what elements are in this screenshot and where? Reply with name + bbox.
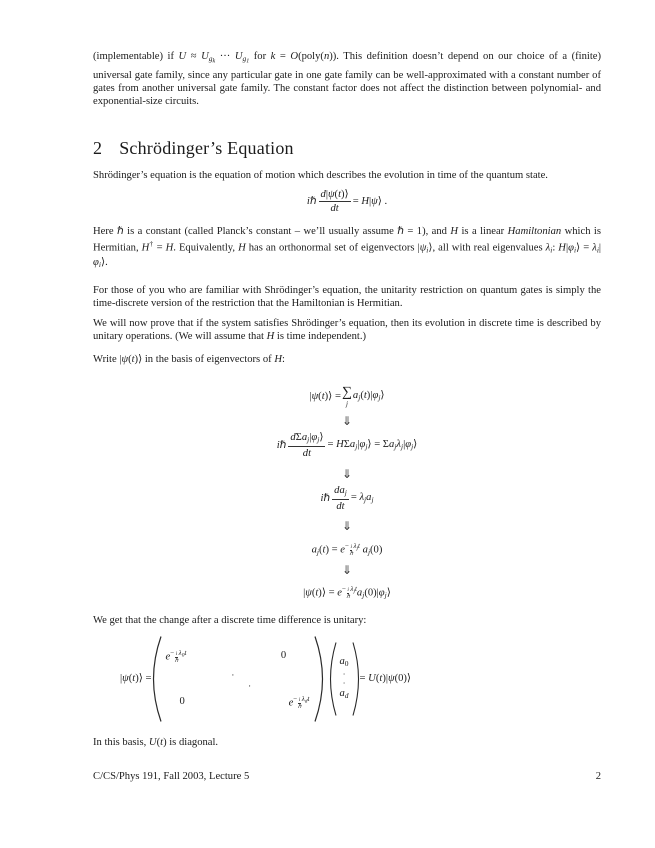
matrix-cell-bottom-left: 0 xyxy=(179,696,185,707)
equation-sum-derivative xyxy=(93,432,601,460)
paragraph-prove: We will now prove that if the system satisfies Shrödinger’s equation, then its evolution in discrete time is described by unitary operations. (We will assume that H is time independent.) xyxy=(93,318,601,342)
double-down-arrow-icon: ⇓ xyxy=(341,466,353,481)
implication-arrow xyxy=(93,564,601,576)
equation-lhs: |ψ(t)⟩ = xyxy=(120,673,152,684)
equation-coefficient-solution xyxy=(93,540,601,559)
paragraph-equation-intro: Shrödinger’s equation is the equation of motion which describes the evolution in time of the quantum state. xyxy=(93,169,548,181)
equation-prefix: iℏ xyxy=(306,196,317,207)
equation-state-solution xyxy=(93,583,601,602)
section-title: Schrödinger’s Equation xyxy=(119,137,294,158)
vector-left-paren xyxy=(329,641,337,717)
paragraph-unitary-change: We get that the change after a discrete time difference is unitary: xyxy=(93,614,367,626)
equation-rhs: = H|ψ⟩ . xyxy=(352,196,388,207)
vector-right-paren xyxy=(352,641,360,717)
paragraph-unitarity: For those of you who are familiar with Shrödinger’s equation, the unitarity restriction on quantum gates is simply the time-discrete version of the restriction that the Hamiltonian is Hermitian. xyxy=(93,285,601,309)
fraction-denominator: dt xyxy=(330,202,339,214)
page-footer xyxy=(93,771,601,782)
double-down-arrow-icon: ⇓ xyxy=(341,413,353,428)
equation-body: |ψ(t)⟩ = e− i ℏ $^{\lambda jt}$aj(0)|φj⟩ xyxy=(303,585,391,601)
implication-arrow xyxy=(93,415,601,427)
diagonal-matrix xyxy=(162,644,314,714)
fraction-denominator: dt xyxy=(302,447,312,459)
equation-rhs: = U(t)|ψ(0)⟩ xyxy=(359,673,412,684)
equation-schrodinger xyxy=(93,189,601,215)
fraction-numerator: d|ψ(t)⟩ xyxy=(319,189,351,203)
fraction-numerator: dΣaj|φj⟩ xyxy=(288,432,325,448)
section-heading xyxy=(93,138,601,158)
equation-lhs: |ψ(t)⟩ = xyxy=(309,391,341,403)
fraction xyxy=(332,485,349,513)
paragraph-planck: Here ℏ is a constant (called Planck’s constant – we’ll usually assume ℏ = 1), and H is a linear Hamiltonian which is Hermitian, H† = H. Equivalently, H has an orthonormal set of eigenvectors |ψi⟩, all with real eigenvalues λi: H|φi⟩ = λi|φi⟩. xyxy=(93,225,602,269)
equation-body: aj(t) = e− i ℏ $^{\lambda jt}$ aj(0) xyxy=(311,541,383,557)
vector-dot: · xyxy=(342,669,346,679)
fraction-numerator: daj xyxy=(332,485,349,501)
matrix-right-paren xyxy=(314,635,324,723)
footer-course-label: C/CS/Phys 191, Fall 2003, Lecture 5 xyxy=(93,771,250,782)
section-number: 2 xyxy=(93,137,103,158)
matrix-cell-top-left: e− i ℏ $^{\lambda 0t}$ xyxy=(165,648,187,664)
page-content xyxy=(93,0,601,749)
diagonal-dot: · xyxy=(248,680,252,691)
equation-prefix: iℏ xyxy=(320,493,331,504)
fraction-denominator: dt xyxy=(336,500,345,512)
paragraph-implementable: (implementable) if $U \approx Ug_k$ ··· $Ug_1$ for k = O(poly(n)). This definition doesn’t depend on our choice of a (finite) universal gate family, since any particular gate in one gate family can be well-approximated with a constant number of gates from another universal gate family. The constant factor does not affect the distinction between polynomial- and exponential-size circuits. xyxy=(93,51,601,107)
equation-matrix xyxy=(93,635,601,723)
equation-rhs: aj(t)|φj⟩ xyxy=(352,390,385,403)
equation-rhs: = HΣaj|φj⟩ = Σajλj|φj⟩ xyxy=(327,439,418,451)
paragraph-write-basis: Write |ψ(t)⟩ in the basis of eigenvectors of H: xyxy=(93,354,285,365)
equation-rhs: = λjaj xyxy=(350,492,374,504)
fraction xyxy=(319,189,351,215)
sigma-symbol: ∑ xyxy=(341,385,352,400)
coefficient-vector xyxy=(337,654,352,704)
vector-entry-top: $a_0$ xyxy=(339,655,349,668)
equation-coefficient-derivative xyxy=(93,485,601,513)
matrix-left-paren xyxy=(152,635,162,723)
matrix-cell-top-right: 0 xyxy=(280,650,287,661)
diagonal-dot: · xyxy=(231,669,235,680)
vector-entry-bottom: ad xyxy=(339,687,349,700)
page-number: 2 xyxy=(595,771,601,782)
implication-arrow xyxy=(93,468,601,480)
double-down-arrow-icon: ⇓ xyxy=(341,563,353,577)
fraction xyxy=(288,432,325,460)
double-down-arrow-icon: ⇓ xyxy=(341,518,353,533)
sigma-index: j xyxy=(345,399,348,408)
sum-operator xyxy=(342,386,352,408)
vector-dot: · xyxy=(342,678,346,688)
equation-expansion xyxy=(93,386,601,408)
implication-arrow xyxy=(93,520,601,532)
matrix-cell-bottom-right: e− i ℏ $^{\lambda dt}$ xyxy=(288,694,310,710)
paragraph-diagonal: In this basis, U(t) is diagonal. xyxy=(93,736,219,748)
equation-prefix: iℏ xyxy=(276,440,287,451)
